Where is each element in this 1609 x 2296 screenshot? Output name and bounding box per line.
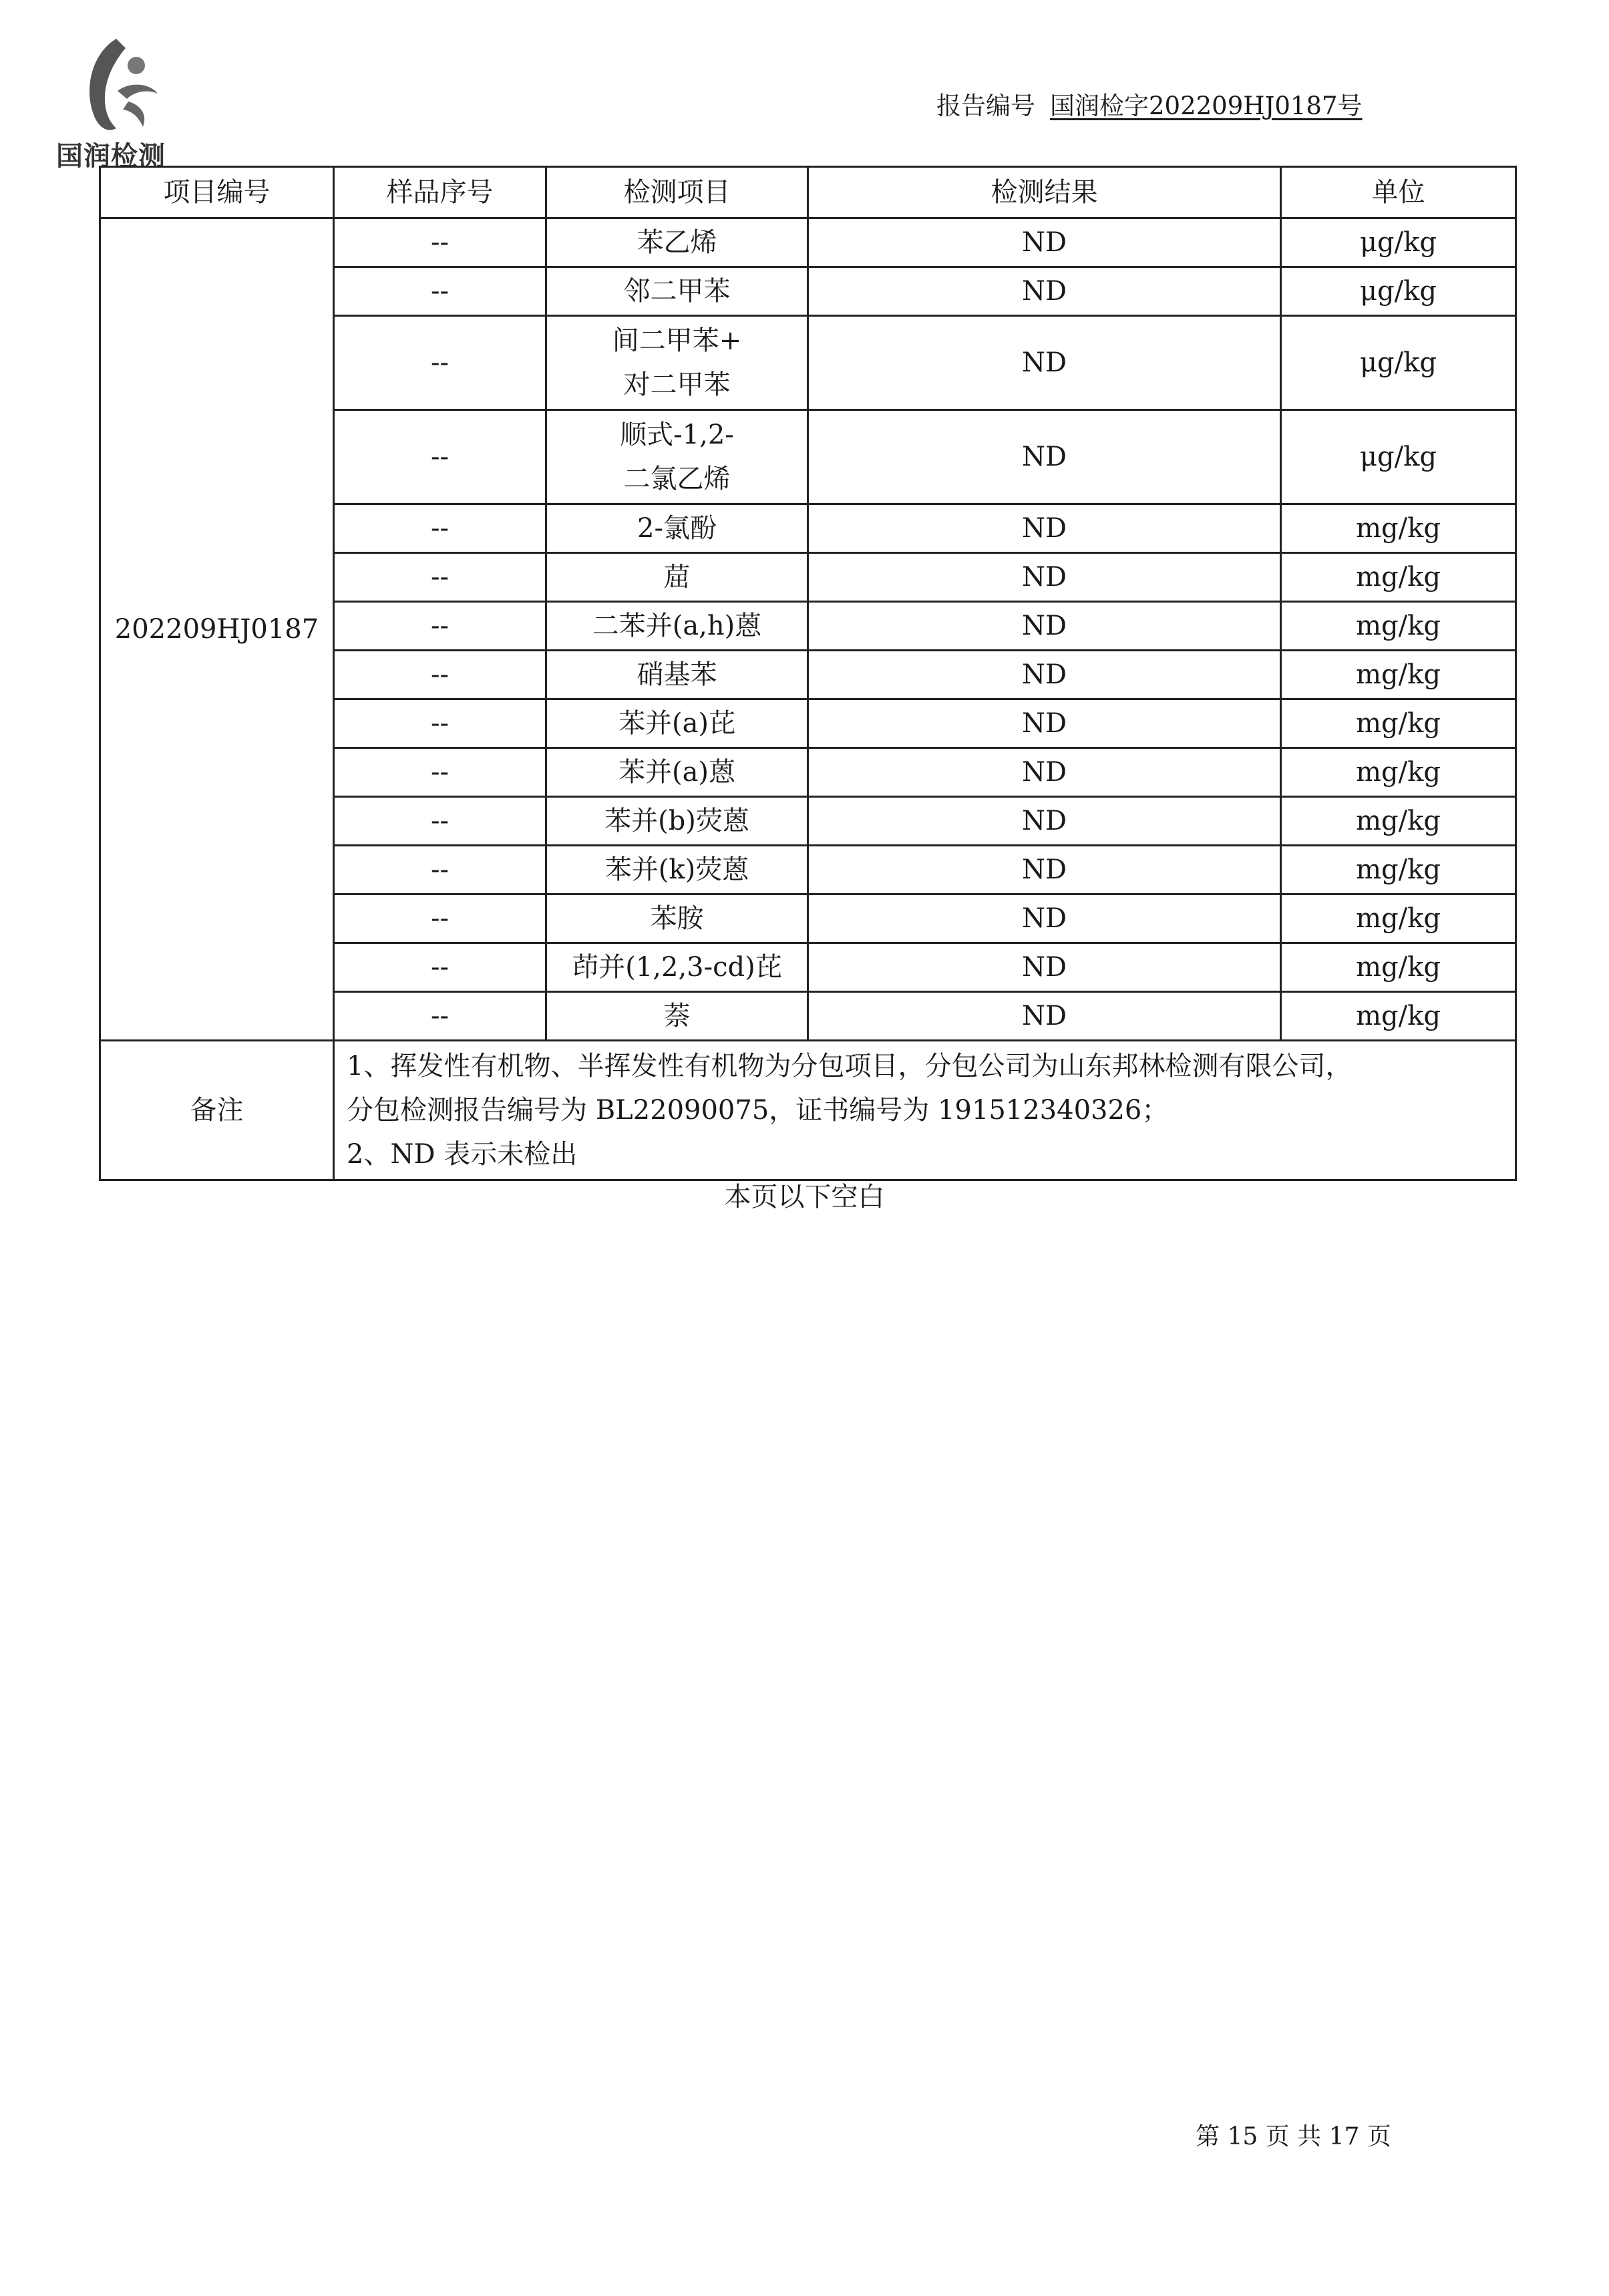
- test-item-cell: 硝基苯: [546, 651, 808, 699]
- unit-cell: mg/kg: [1281, 553, 1516, 602]
- logo-mark-icon: [69, 35, 170, 135]
- result-cell: ND: [808, 651, 1281, 699]
- test-item-line-1: 间二甲苯+: [612, 325, 742, 356]
- sample-seq-cell: --: [334, 651, 546, 699]
- result-cell: ND: [808, 943, 1281, 992]
- test-item-cell: 邻二甲苯: [546, 267, 808, 316]
- sample-seq-cell: --: [334, 218, 546, 267]
- test-item-cell: [546, 316, 808, 410]
- header-unit: 单位: [1281, 167, 1516, 218]
- result-cell: ND: [808, 992, 1281, 1041]
- blank-below-note: 本页以下空白: [724, 1182, 885, 1212]
- sample-seq-cell: --: [334, 846, 546, 894]
- unit-cell: mg/kg: [1281, 748, 1516, 797]
- table-row: [100, 218, 1516, 267]
- report-number-label: 报告编号: [936, 92, 1035, 120]
- sample-seq-cell: --: [334, 992, 546, 1041]
- test-item-line-2: 二氯乙烯: [623, 464, 731, 494]
- remark-line: 1、挥发性有机物、半挥发性有机物为分包项目，分包公司为山东邦林检测有限公司，: [347, 1051, 1353, 1082]
- remark-row: [100, 1041, 1516, 1180]
- project-id-cell: 202209HJ0187: [100, 218, 334, 1041]
- result-cell: ND: [808, 748, 1281, 797]
- sample-seq-cell: --: [334, 316, 546, 410]
- sample-seq-cell: --: [334, 553, 546, 602]
- header-test-result: 检测结果: [808, 167, 1281, 218]
- result-cell: ND: [808, 553, 1281, 602]
- header-project-id: 项目编号: [100, 167, 334, 218]
- result-cell: ND: [808, 602, 1281, 651]
- remark-line: 分包检测报告编号为 BL22090075，证书编号为 191512340326；: [347, 1095, 1169, 1126]
- unit-cell: mg/kg: [1281, 602, 1516, 651]
- sample-seq-cell: --: [334, 267, 546, 316]
- sample-seq-cell: --: [334, 410, 546, 504]
- test-item-cell: 苯乙烯: [546, 218, 808, 267]
- test-item-cell: 苯并(k)荧蒽: [546, 846, 808, 894]
- unit-cell: mg/kg: [1281, 846, 1516, 894]
- unit-cell: mg/kg: [1281, 651, 1516, 699]
- result-cell: ND: [808, 699, 1281, 748]
- sample-seq-cell: --: [334, 748, 546, 797]
- company-logo: [56, 35, 183, 175]
- test-item-cell: 䓛: [546, 553, 808, 602]
- result-cell: ND: [808, 894, 1281, 943]
- test-item-cell: 茚并(1,2,3-cd)芘: [546, 943, 808, 992]
- unit-cell: mg/kg: [1281, 797, 1516, 846]
- report-number-value: 国润检字202209HJ0187号: [1050, 92, 1363, 120]
- remark-line: 2、ND 表示未检出: [347, 1139, 578, 1170]
- result-cell: ND: [808, 846, 1281, 894]
- result-cell: ND: [808, 316, 1281, 410]
- sample-seq-cell: --: [334, 943, 546, 992]
- test-item-cell: 苯并(b)荧蒽: [546, 797, 808, 846]
- result-cell: ND: [808, 218, 1281, 267]
- unit-cell: μg/kg: [1281, 218, 1516, 267]
- unit-cell: mg/kg: [1281, 943, 1516, 992]
- remark-text: [334, 1041, 1516, 1180]
- remark-label: 备注: [100, 1041, 334, 1180]
- unit-cell: μg/kg: [1281, 267, 1516, 316]
- test-item-cell: [546, 410, 808, 504]
- unit-cell: mg/kg: [1281, 992, 1516, 1041]
- test-item-line-1: 顺式-1,2-: [620, 420, 734, 450]
- unit-cell: μg/kg: [1281, 410, 1516, 504]
- page-number: 第 15 页 共 17 页: [1196, 2123, 1391, 2150]
- test-item-cell: 苯并(a)芘: [546, 699, 808, 748]
- sample-seq-cell: --: [334, 699, 546, 748]
- sample-seq-cell: --: [334, 797, 546, 846]
- header-sample-seq: 样品序号: [334, 167, 546, 218]
- report-number-line: [936, 86, 1363, 122]
- sample-seq-cell: --: [334, 602, 546, 651]
- logo-text: 国润检测: [56, 141, 166, 172]
- sample-seq-cell: --: [334, 894, 546, 943]
- result-cell: ND: [808, 267, 1281, 316]
- result-cell: ND: [808, 504, 1281, 553]
- header-test-item: 检测项目: [546, 167, 808, 218]
- test-item-cell: 二苯并(a,h)蒽: [546, 602, 808, 651]
- result-cell: ND: [808, 797, 1281, 846]
- test-item-cell: 苯并(a)蒽: [546, 748, 808, 797]
- test-item-cell: 萘: [546, 992, 808, 1041]
- unit-cell: μg/kg: [1281, 316, 1516, 410]
- test-item-cell: 2-氯酚: [546, 504, 808, 553]
- test-item-line-2: 对二甲苯: [623, 369, 731, 400]
- unit-cell: mg/kg: [1281, 699, 1516, 748]
- results-table: [99, 166, 1517, 1181]
- test-item-cell: 苯胺: [546, 894, 808, 943]
- unit-cell: mg/kg: [1281, 894, 1516, 943]
- result-cell: ND: [808, 410, 1281, 504]
- sample-seq-cell: --: [334, 504, 546, 553]
- unit-cell: mg/kg: [1281, 504, 1516, 553]
- table-header-row: [100, 167, 1516, 218]
